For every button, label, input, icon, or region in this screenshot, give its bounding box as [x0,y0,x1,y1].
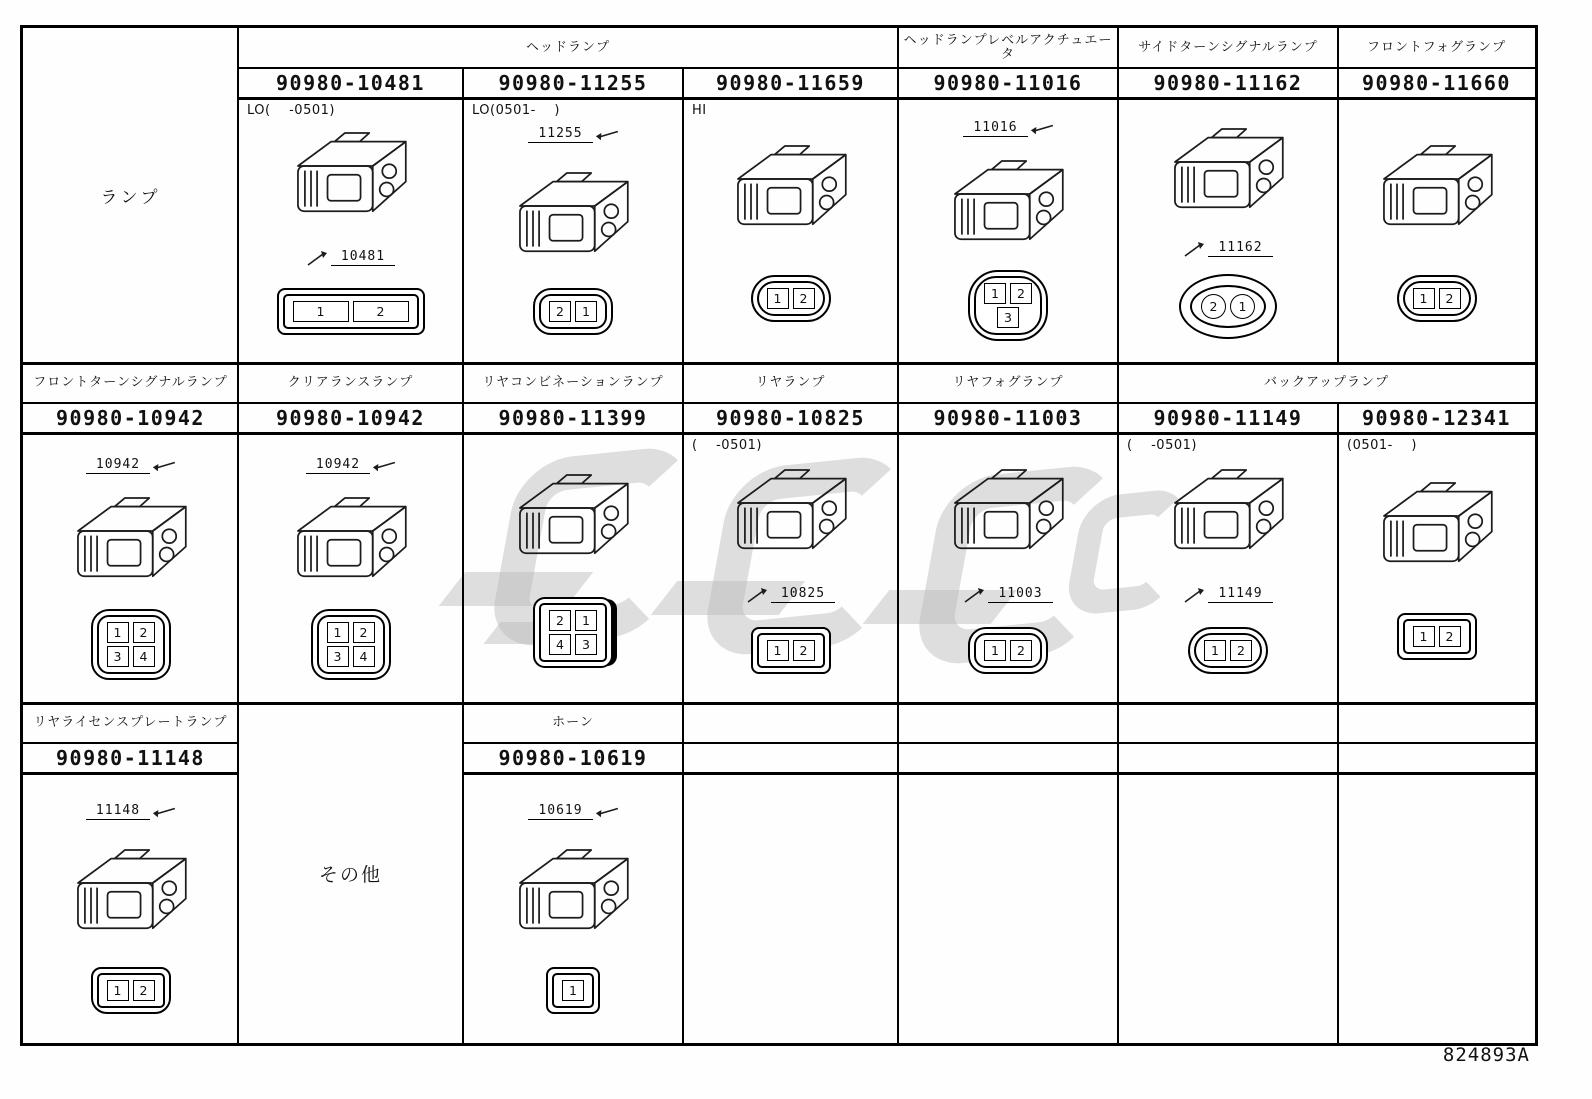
pin-number: 2 [353,301,409,322]
callout-label [306,457,395,474]
connector-cell [683,433,898,703]
pin-number: 1 [767,288,789,309]
part-number: 90980-11660 [1362,71,1511,95]
pin-row [767,288,815,309]
group-header: リヤフォグランプ [952,374,1064,390]
connector-iso-art [499,843,647,943]
corner-label: HI [692,103,707,118]
corner-label: (0501- ) [1347,438,1417,453]
pin-number: 3 [575,634,597,655]
pin-number: 1 [1413,288,1435,309]
callout-label [963,120,1052,137]
callout-number: 10942 [86,457,150,474]
pin-row [107,646,155,667]
pin-row [549,610,597,631]
pin-number: 2 [133,622,155,643]
front-inner [317,615,385,674]
callout-arrow-icon [746,587,768,603]
front-inner [539,294,607,329]
callout-arrow-icon [593,800,619,823]
callout-number: 11255 [528,126,592,143]
corner-label: LO(0501- ) [472,103,560,118]
pin-row [984,640,1032,661]
group-header: ホーン [552,714,594,730]
pin-number: 4 [133,646,155,667]
connector-front-art [751,627,831,674]
callout-arrow-icon [1028,118,1054,141]
connector-cell [463,433,683,703]
corner-label: LO( -0501) [247,103,335,118]
group-header: フロントフォグランプ [1367,39,1506,55]
pin-number: 2 [1230,640,1252,661]
group-header: ヘッドランプ [525,39,610,55]
pin-number: 1 [327,622,349,643]
group-header: フロントターンシグナルランプ [33,374,228,390]
front-inner [1403,281,1471,316]
pin-row [327,646,375,667]
connector-iso-art [1363,476,1511,576]
callout-arrow-icon [963,587,985,603]
front-inner [1194,633,1262,668]
parts-table [20,25,1538,1046]
callout-number: 11148 [86,803,150,820]
connector-front-art [533,288,613,335]
pin-number: 2 [1010,283,1032,304]
connector-cell [463,98,683,363]
pin-row [1201,294,1255,319]
callout-number: 10619 [528,803,592,820]
connector-front-art [311,609,391,680]
part-number: 90980-12341 [1362,406,1511,430]
pin-number: 2 [353,622,375,643]
part-number: 90980-11255 [498,71,648,95]
pin-number: 3 [107,646,129,667]
callout-label [1183,240,1272,257]
connector-cell [23,433,238,703]
callout-label [86,803,175,820]
part-number: 90980-11399 [498,406,648,430]
group-header: リヤランプ [755,374,826,390]
callout-label [1183,586,1272,603]
other-label: その他 [318,863,382,886]
front-inner [974,633,1042,668]
pin-row [1413,626,1461,647]
pin-number: 2 [793,640,815,661]
callout-label [528,126,617,143]
pin-number: 2 [549,610,571,631]
front-inner [1190,285,1266,328]
pin-row [997,307,1019,328]
pin-row [1204,640,1252,661]
connector-iso-art [717,139,865,239]
connector-front-art [277,288,425,335]
pin-number: 1 [293,301,349,322]
connector-front-art [968,627,1048,674]
pin-number: 1 [767,640,789,661]
pin-number: 1 [107,622,129,643]
connector-front-art [1397,275,1477,322]
front-inner [1403,619,1471,654]
connector-cell [683,98,898,363]
callout-label [528,803,617,820]
callout-arrow-icon [306,250,328,266]
part-number: 90980-11148 [56,746,205,770]
callout-arrow-icon [151,800,177,823]
front-inner [283,294,419,329]
pin-row [767,640,815,661]
connector-front-art [533,597,613,668]
pin-number: 2 [793,288,815,309]
part-number: 90980-11162 [1153,71,1303,95]
pin-number: 2 [549,301,571,322]
front-inner [974,276,1042,335]
part-number: 90980-11016 [933,71,1083,95]
group-header: リヤライセンスプレートランプ [33,714,228,730]
front-inner [757,281,825,316]
part-number: 90980-10481 [276,71,425,95]
pin-number: 2 [1439,626,1461,647]
pin-number: 1 [562,980,584,1001]
connector-front-art [91,609,171,680]
connector-cell [238,98,463,363]
part-number: 90980-10825 [716,406,865,430]
part-number: 90980-11149 [1153,406,1303,430]
pin-number: 1 [1204,640,1226,661]
pin-row [549,301,597,322]
corner-label: ( -0501) [1127,438,1197,453]
callout-number: 11016 [963,120,1027,137]
corner-label: ( -0501) [692,438,762,453]
connector-iso-art [717,463,865,563]
callout-arrow-icon [371,454,397,477]
pin-number: 2 [133,980,155,1001]
callout-arrow-icon [1183,587,1205,603]
pin-number: 3 [327,646,349,667]
callout-number: 11003 [988,586,1052,603]
front-inner [97,615,165,674]
pin-row [107,622,155,643]
pin-row [293,301,409,322]
callout-number: 11149 [1208,586,1272,603]
connector-front-art [751,275,831,322]
part-number: 90980-11659 [716,71,865,95]
connector-cell [898,98,1118,363]
pin-row [327,622,375,643]
pin-number: 1 [575,610,597,631]
part-number: 90980-11003 [933,406,1083,430]
front-inner [757,633,825,668]
connector-iso-art [277,126,425,226]
pin-row [107,980,155,1001]
connector-cell [1118,433,1338,703]
connector-cell [238,433,463,703]
pin-number: 1 [984,640,1006,661]
group-header: サイドターンシグナルランプ [1138,39,1318,55]
callout-number: 10825 [771,586,835,603]
part-number: 90980-10619 [498,746,648,770]
group-header: クリアランスランプ [287,374,414,390]
pin-number: 2 [1439,288,1461,309]
pin-number: 2 [1201,294,1226,319]
group-header: リヤコンビネーションランプ [482,374,664,390]
pin-number: 2 [1010,640,1032,661]
pin-number: 4 [353,646,375,667]
connector-cell [898,433,1118,703]
connector-front-art [968,270,1048,341]
connector-front-art [1179,274,1277,339]
row-label: ランプ [100,188,161,208]
group-header: ヘッドランプレベルアクチュエータ [903,32,1113,62]
pin-number: 1 [1230,294,1255,319]
connector-iso-art [934,463,1082,563]
callout-arrow-icon [1183,241,1205,257]
connector-cell [23,773,238,1043]
pin-number: 3 [997,307,1019,328]
front-inner [552,973,594,1008]
connector-iso-art [934,154,1082,254]
connector-iso-art [57,491,205,591]
callout-label [306,249,395,266]
pin-row [562,980,584,1001]
connector-iso-art [1154,122,1302,222]
connector-iso-art [277,491,425,591]
front-inner [539,603,607,662]
part-number: 90980-10942 [56,406,205,430]
front-inner [97,973,165,1008]
pin-number: 1 [575,301,597,322]
connector-iso-art [1363,139,1511,239]
pin-row [549,634,597,655]
pin-number: 1 [1413,626,1435,647]
callout-number: 10481 [331,249,395,266]
callout-arrow-icon [151,454,177,477]
connector-front-art [1188,627,1268,674]
pin-number: 1 [107,980,129,1001]
callout-arrow-icon [593,124,619,147]
connector-cell [1118,98,1338,363]
connector-iso-art [499,468,647,568]
callout-number: 10942 [306,457,370,474]
part-number: 90980-10942 [276,406,425,430]
callout-label [86,457,175,474]
connector-iso-art [57,843,205,943]
connector-cell [463,773,683,1043]
connector-front-art [91,967,171,1014]
connector-front-art [546,967,600,1014]
pin-row [984,283,1032,304]
pin-number: 4 [549,634,571,655]
connector-iso-art [1154,463,1302,563]
connector-cell [1338,98,1535,363]
connector-cell [1338,433,1535,703]
callout-number: 11162 [1208,240,1272,257]
group-header: バックアップランプ [1263,374,1390,390]
callout-label [746,586,835,603]
callout-label [963,586,1052,603]
pin-row [1413,288,1461,309]
pin-number: 1 [984,283,1006,304]
connector-iso-art [499,166,647,266]
connector-front-art [1397,613,1477,660]
doc-code: 824893A [1442,1044,1530,1066]
